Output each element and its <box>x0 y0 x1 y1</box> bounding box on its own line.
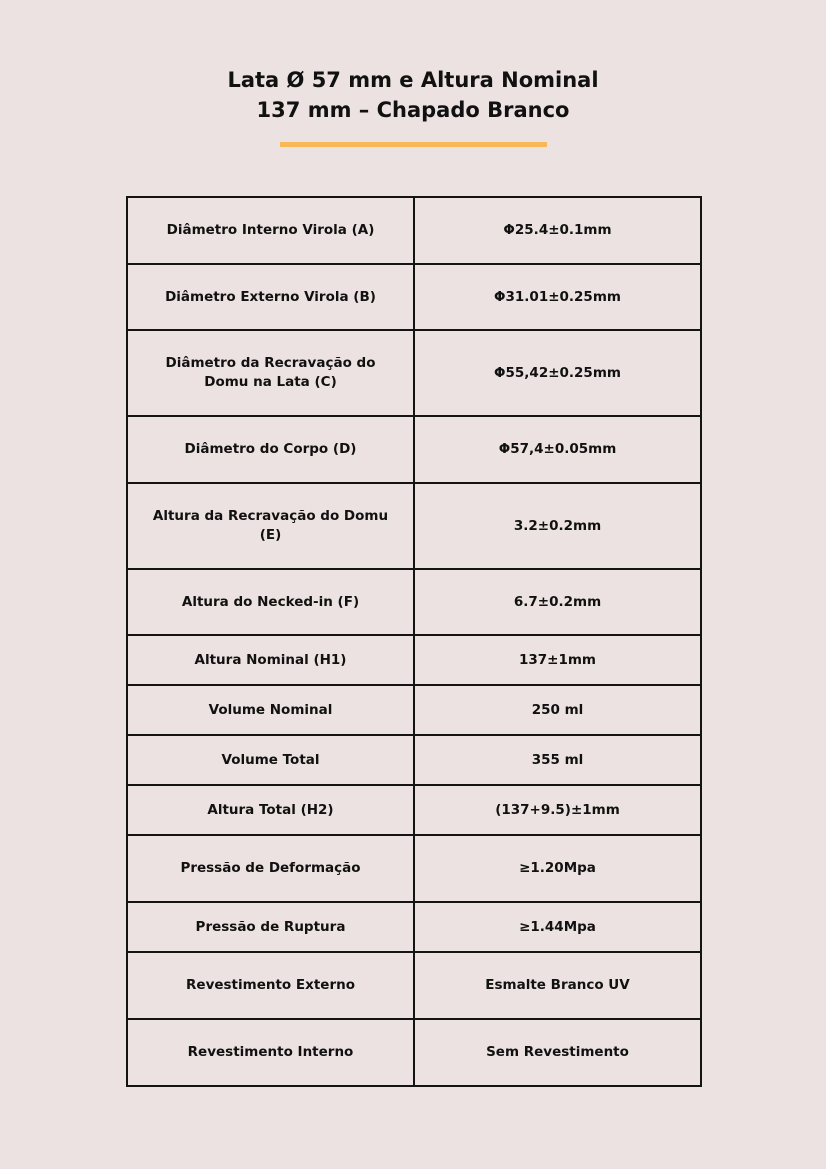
table-row <box>127 635 701 685</box>
page-title-line-1: Lata Ø 57 mm e Altura Nominal <box>227 68 599 92</box>
table-row <box>127 330 701 416</box>
table-row <box>127 835 701 902</box>
table-row <box>127 1019 701 1086</box>
row-label: Altura da Recravação do Domu (E) <box>127 483 414 569</box>
row-label: Altura do Necked-in (F) <box>127 569 414 635</box>
title-accent-bar <box>280 142 547 147</box>
spec-table <box>126 196 702 1087</box>
row-label: Altura Total (H2) <box>127 785 414 835</box>
row-label: Altura Nominal (H1) <box>127 635 414 685</box>
row-label: Pressão de Deformação <box>127 835 414 902</box>
row-value: Sem Revestimento <box>414 1019 701 1086</box>
row-value: 137±1mm <box>414 635 701 685</box>
row-value: (137+9.5)±1mm <box>414 785 701 835</box>
table-row <box>127 735 701 785</box>
table-row <box>127 902 701 952</box>
row-label: Diâmetro da Recravação do Domu na Lata (C) <box>127 330 414 416</box>
row-value: Φ57,4±0.05mm <box>414 416 701 483</box>
row-value: 355 ml <box>414 735 701 785</box>
row-label: Revestimento Externo <box>127 952 414 1019</box>
row-label: Volume Total <box>127 735 414 785</box>
page-title-line-2: 137 mm – Chapado Branco <box>256 98 570 122</box>
row-value: Φ55,42±0.25mm <box>414 330 701 416</box>
row-value: 250 ml <box>414 685 701 735</box>
table-row <box>127 685 701 735</box>
spec-table-body <box>127 197 701 1086</box>
table-row <box>127 785 701 835</box>
row-label: Diâmetro do Corpo (D) <box>127 416 414 483</box>
row-label: Volume Nominal <box>127 685 414 735</box>
row-value: ≥1.44Mpa <box>414 902 701 952</box>
table-row <box>127 197 701 264</box>
row-label: Revestimento Interno <box>127 1019 414 1086</box>
row-label: Diâmetro Interno Virola (A) <box>127 197 414 264</box>
table-row <box>127 952 701 1019</box>
row-label: Pressão de Ruptura <box>127 902 414 952</box>
table-row <box>127 264 701 330</box>
row-value: Φ25.4±0.1mm <box>414 197 701 264</box>
table-row <box>127 416 701 483</box>
page-title <box>0 65 826 125</box>
row-value: ≥1.20Mpa <box>414 835 701 902</box>
row-value: 6.7±0.2mm <box>414 569 701 635</box>
table-row <box>127 569 701 635</box>
row-value: Φ31.01±0.25mm <box>414 264 701 330</box>
row-value: 3.2±0.2mm <box>414 483 701 569</box>
row-label: Diâmetro Externo Virola (B) <box>127 264 414 330</box>
table-row <box>127 483 701 569</box>
row-value: Esmalte Branco UV <box>414 952 701 1019</box>
